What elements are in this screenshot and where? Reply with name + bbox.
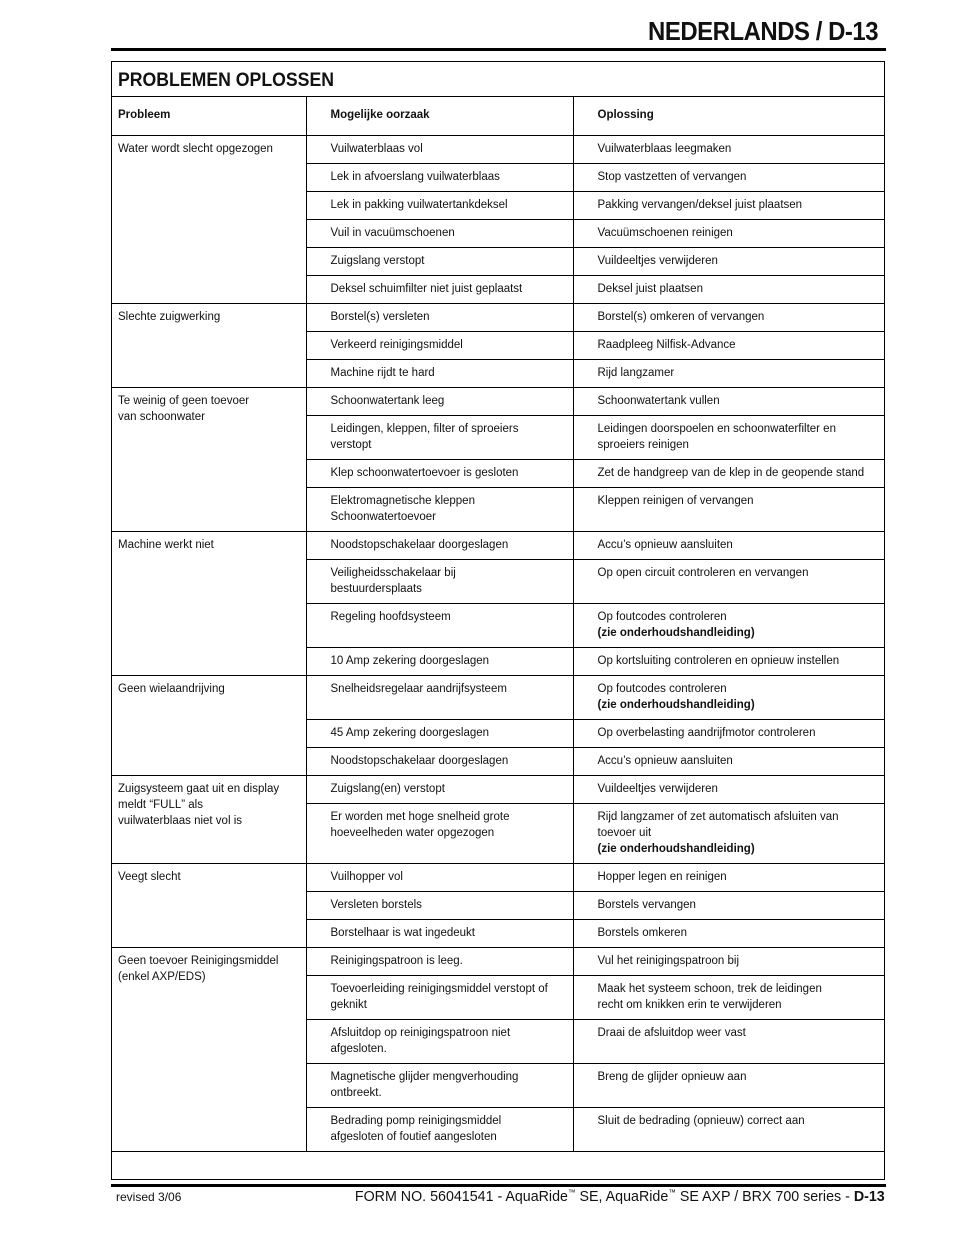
solution-cell (573, 220, 884, 248)
cause-text: Klep schoonwatertoevoer is gesloten (330, 467, 519, 479)
problem-text: meldt “FULL” als (118, 799, 203, 811)
cause-cell (306, 1108, 573, 1152)
solution-cell (573, 304, 884, 332)
cause-text: Borstel(s) versleten (330, 311, 430, 323)
cause-text: Elektromagnetische kleppen (330, 495, 475, 507)
solution-cell (573, 332, 884, 360)
cause-cell (306, 976, 573, 1020)
cause-cell (306, 360, 573, 388)
cause-text: Reinigingspatroon is leeg. (330, 955, 463, 967)
solution-text: Accu’s opnieuw aansluiten (597, 539, 733, 551)
cause-cell (306, 276, 573, 304)
cause-text: Vuilhopper vol (330, 871, 403, 883)
solution-text: Vul het reinigingspatroon bij (597, 955, 739, 967)
solution-text: Borstel(s) omkeren of vervangen (597, 311, 765, 323)
solution-text: Op open circuit controleren en vervangen (597, 567, 809, 579)
solution-cell (573, 560, 884, 604)
cause-text: 10 Amp zekering doorgeslagen (330, 655, 490, 667)
cause-text: Veiligheidsschakelaar bij (330, 567, 456, 579)
trademark-mark: ™ (668, 1188, 677, 1197)
cause-text: Magnetische glijder mengverhouding (330, 1071, 519, 1083)
page-language-title: NEDERLANDS / D-13 (647, 16, 878, 46)
cause-cell (306, 164, 573, 192)
cause-cell (306, 332, 573, 360)
troubleshooting-table-wrap (112, 96, 884, 1152)
table-row (112, 676, 884, 720)
cause-text: Snelheidsregelaar aandrijfsysteem (330, 683, 507, 695)
cause-text: Regeling hoofdsysteem (330, 611, 451, 623)
solution-text: toevoer uit (597, 827, 652, 839)
footer-rule (111, 1184, 886, 1187)
solution-cell (573, 136, 884, 164)
cause-text: Schoonwatertank leeg (330, 395, 445, 407)
problem-text: Machine werkt niet (118, 539, 214, 551)
cause-cell (306, 604, 573, 648)
solution-text: Vacuümschoenen reinigen (597, 227, 733, 239)
solution-cell (573, 192, 884, 220)
table-row (112, 136, 884, 164)
form-prefix: FORM NO. 56041541 - AquaRide (355, 1188, 569, 1205)
problem-cell (112, 304, 306, 388)
cause-text: Er worden met hoge snelheid grote (330, 811, 510, 823)
solution-note: (zie onderhoudshandleiding) (597, 843, 755, 855)
solution-cell (573, 1020, 884, 1064)
problem-text: vuilwaterblaas niet vol is (118, 815, 243, 827)
problem-cell (112, 676, 306, 776)
cause-cell (306, 648, 573, 676)
cause-text: geknikt (330, 999, 367, 1011)
cause-cell (306, 460, 573, 488)
cause-text: bestuurdersplaats (330, 583, 422, 595)
cause-text: Zuigslang verstopt (330, 255, 425, 267)
cause-cell (306, 676, 573, 720)
solution-text: Stop vastzetten of vervangen (597, 171, 747, 183)
problem-text: Veegt slecht (118, 871, 181, 883)
solution-cell (573, 276, 884, 304)
cause-cell (306, 892, 573, 920)
section-title: PROBLEMEN OPLOSSEN (118, 70, 334, 91)
solution-text: Maak het systeem schoon, trek de leidingen (597, 983, 822, 995)
table-row (112, 864, 884, 892)
cause-text: Deksel schuimfilter niet juist geplaatst (330, 283, 523, 295)
cause-text: hoeveelheden water opgezogen (330, 827, 495, 839)
cause-text: verstopt (330, 439, 372, 451)
solution-cell (573, 532, 884, 560)
solution-text: Op overbelasting aandrijfmotor controleren (597, 727, 816, 739)
cause-text: Bedrading pomp reinigingsmiddel (330, 1115, 502, 1127)
solution-text: Borstels omkeren (597, 927, 687, 939)
solution-cell (573, 748, 884, 776)
solution-text: Rijd langzamer (597, 367, 675, 379)
solution-text: Sluit de bedrading (opnieuw) correct aan (597, 1115, 805, 1127)
table-row (112, 948, 884, 976)
problem-cell (112, 532, 306, 676)
solution-text: Pakking vervangen/deksel juist plaatsen (597, 199, 803, 211)
solution-text: Op kortsluiting controleren en opnieuw instellen (597, 655, 840, 667)
problem-text: Geen toevoer Reinigingsmiddel (118, 955, 279, 967)
solution-text: Leidingen doorspoelen en schoonwaterfilter en (597, 423, 836, 435)
solution-text: Raadpleeg Nilfisk-Advance (597, 339, 736, 351)
cause-text: Borstelhaar is wat ingedeukt (330, 927, 475, 939)
cause-cell (306, 720, 573, 748)
cause-cell (306, 748, 573, 776)
column-header-solution: Oplossing (573, 97, 884, 136)
cause-cell (306, 416, 573, 460)
solution-cell (573, 864, 884, 892)
cause-text: Noodstopschakelaar doorgeslagen (330, 539, 509, 551)
solution-text: Vuildeeltjes verwijderen (597, 255, 718, 267)
solution-text: Rijd langzamer of zet automatisch afsluiten van (597, 811, 839, 823)
trademark-mark: ™ (568, 1188, 576, 1197)
table-row (112, 532, 884, 560)
problem-text: Slechte zuigwerking (118, 311, 221, 323)
problem-cell (112, 948, 306, 1152)
solution-text: Vuildeeltjes verwijderen (597, 783, 718, 795)
solution-cell (573, 1064, 884, 1108)
cause-cell (306, 1020, 573, 1064)
problem-text: Geen wielaandrijving (118, 683, 225, 695)
table-header-row (112, 97, 884, 136)
cause-cell (306, 864, 573, 892)
cause-text: Machine rijdt te hard (330, 367, 435, 379)
solution-text: Borstels vervangen (597, 899, 696, 911)
solution-cell (573, 488, 884, 532)
cause-text: Vuilwaterblaas vol (330, 143, 423, 155)
cause-text: afgesloten. (330, 1043, 387, 1055)
solution-text: Deksel juist plaatsen (597, 283, 703, 295)
solution-note: (zie onderhoudshandleiding) (597, 699, 755, 711)
cause-text: Lek in afvoerslang vuilwaterblaas (330, 171, 500, 183)
cause-text: Noodstopschakelaar doorgeslagen (330, 755, 509, 767)
cause-cell (306, 920, 573, 948)
solution-cell (573, 416, 884, 460)
solution-text: Vuilwaterblaas leegmaken (597, 143, 732, 155)
cause-text: Verkeerd reinigingsmiddel (330, 339, 463, 351)
problem-cell (112, 388, 306, 532)
solution-text: Op foutcodes controleren (597, 683, 727, 695)
cause-cell (306, 804, 573, 864)
column-header-cause: Mogelijke oorzaak (306, 97, 573, 136)
revision-note: revised 3/06 (116, 1190, 182, 1204)
cause-text: afgesloten of foutief aangesloten (330, 1131, 497, 1143)
problem-text: Te weinig of geen toevoer (118, 395, 250, 407)
table-body (112, 136, 884, 1152)
problem-text: (enkel AXP/EDS) (118, 971, 206, 983)
problem-text: Water wordt slecht opgezogen (118, 143, 273, 155)
solution-cell (573, 388, 884, 416)
form-mid-2: SE AXP / BRX 700 series - (676, 1188, 855, 1205)
solution-cell (573, 720, 884, 748)
solution-note: (zie onderhoudshandleiding) (597, 627, 755, 639)
solution-cell (573, 360, 884, 388)
cause-cell (306, 560, 573, 604)
solution-text: Accu’s opnieuw aansluiten (597, 755, 733, 767)
page-header (111, 14, 886, 51)
solution-text: sproeiers reinigen (597, 439, 689, 451)
solution-cell (573, 676, 884, 720)
solution-cell (573, 948, 884, 976)
troubleshooting-table (112, 96, 884, 1152)
cause-text: Zuigslang(en) verstopt (330, 783, 445, 795)
form-number (355, 1188, 885, 1205)
solution-text: Kleppen reinigen of vervangen (597, 495, 754, 507)
solution-text: recht om knikken erin te verwijderen (597, 999, 782, 1011)
cause-text: Afsluitdop op reinigingspatroon niet (330, 1027, 511, 1039)
problem-cell (112, 864, 306, 948)
solution-text: Schoonwatertank vullen (597, 395, 720, 407)
problem-text: Zuigsysteem gaat uit en display (118, 783, 280, 795)
solution-text: Hopper legen en reinigen (597, 871, 727, 883)
solution-cell (573, 460, 884, 488)
solution-text: Breng de glijder opnieuw aan (597, 1071, 747, 1083)
solution-cell (573, 976, 884, 1020)
problem-cell (112, 136, 306, 304)
cause-text: 45 Amp zekering doorgeslagen (330, 727, 490, 739)
form-mid-1: SE, AquaRide (575, 1188, 669, 1205)
cause-cell (306, 192, 573, 220)
cause-text: Vuil in vacuümschoenen (330, 227, 455, 239)
cause-text: Lek in pakking vuilwatertankdeksel (330, 199, 508, 211)
cause-text: Versleten borstels (330, 899, 422, 911)
cause-text: Leidingen, kleppen, filter of sproeiers (330, 423, 519, 435)
cause-text: ontbreekt. (330, 1087, 382, 1099)
problem-cell (112, 776, 306, 864)
cause-cell (306, 948, 573, 976)
solution-cell (573, 920, 884, 948)
cause-cell (306, 1064, 573, 1108)
cause-text: Toevoerleiding reinigingsmiddel verstopt of (330, 983, 548, 995)
solution-cell (573, 892, 884, 920)
solution-text: Zet de handgreep van de klep in de geopende stand (597, 467, 865, 479)
solution-text: Draai de afsluitdop weer vast (597, 1027, 746, 1039)
solution-cell (573, 648, 884, 676)
cause-cell (306, 776, 573, 804)
solution-text: Op foutcodes controleren (597, 611, 727, 623)
cause-text: Schoonwatertoevoer (330, 511, 436, 523)
solution-cell (573, 776, 884, 804)
cause-cell (306, 488, 573, 532)
column-header-problem: Probleem (112, 97, 306, 136)
solution-cell (573, 1108, 884, 1152)
solution-cell (573, 804, 884, 864)
solution-cell (573, 248, 884, 276)
page-number: D-13 (854, 1188, 885, 1205)
cause-cell (306, 220, 573, 248)
cause-cell (306, 532, 573, 560)
table-row (112, 304, 884, 332)
solution-cell (573, 604, 884, 648)
troubleshooting-frame (111, 61, 885, 1180)
problem-text: van schoonwater (118, 411, 205, 423)
table-row (112, 776, 884, 804)
cause-cell (306, 388, 573, 416)
cause-cell (306, 248, 573, 276)
cause-cell (306, 304, 573, 332)
cause-cell (306, 136, 573, 164)
solution-cell (573, 164, 884, 192)
table-row (112, 388, 884, 416)
